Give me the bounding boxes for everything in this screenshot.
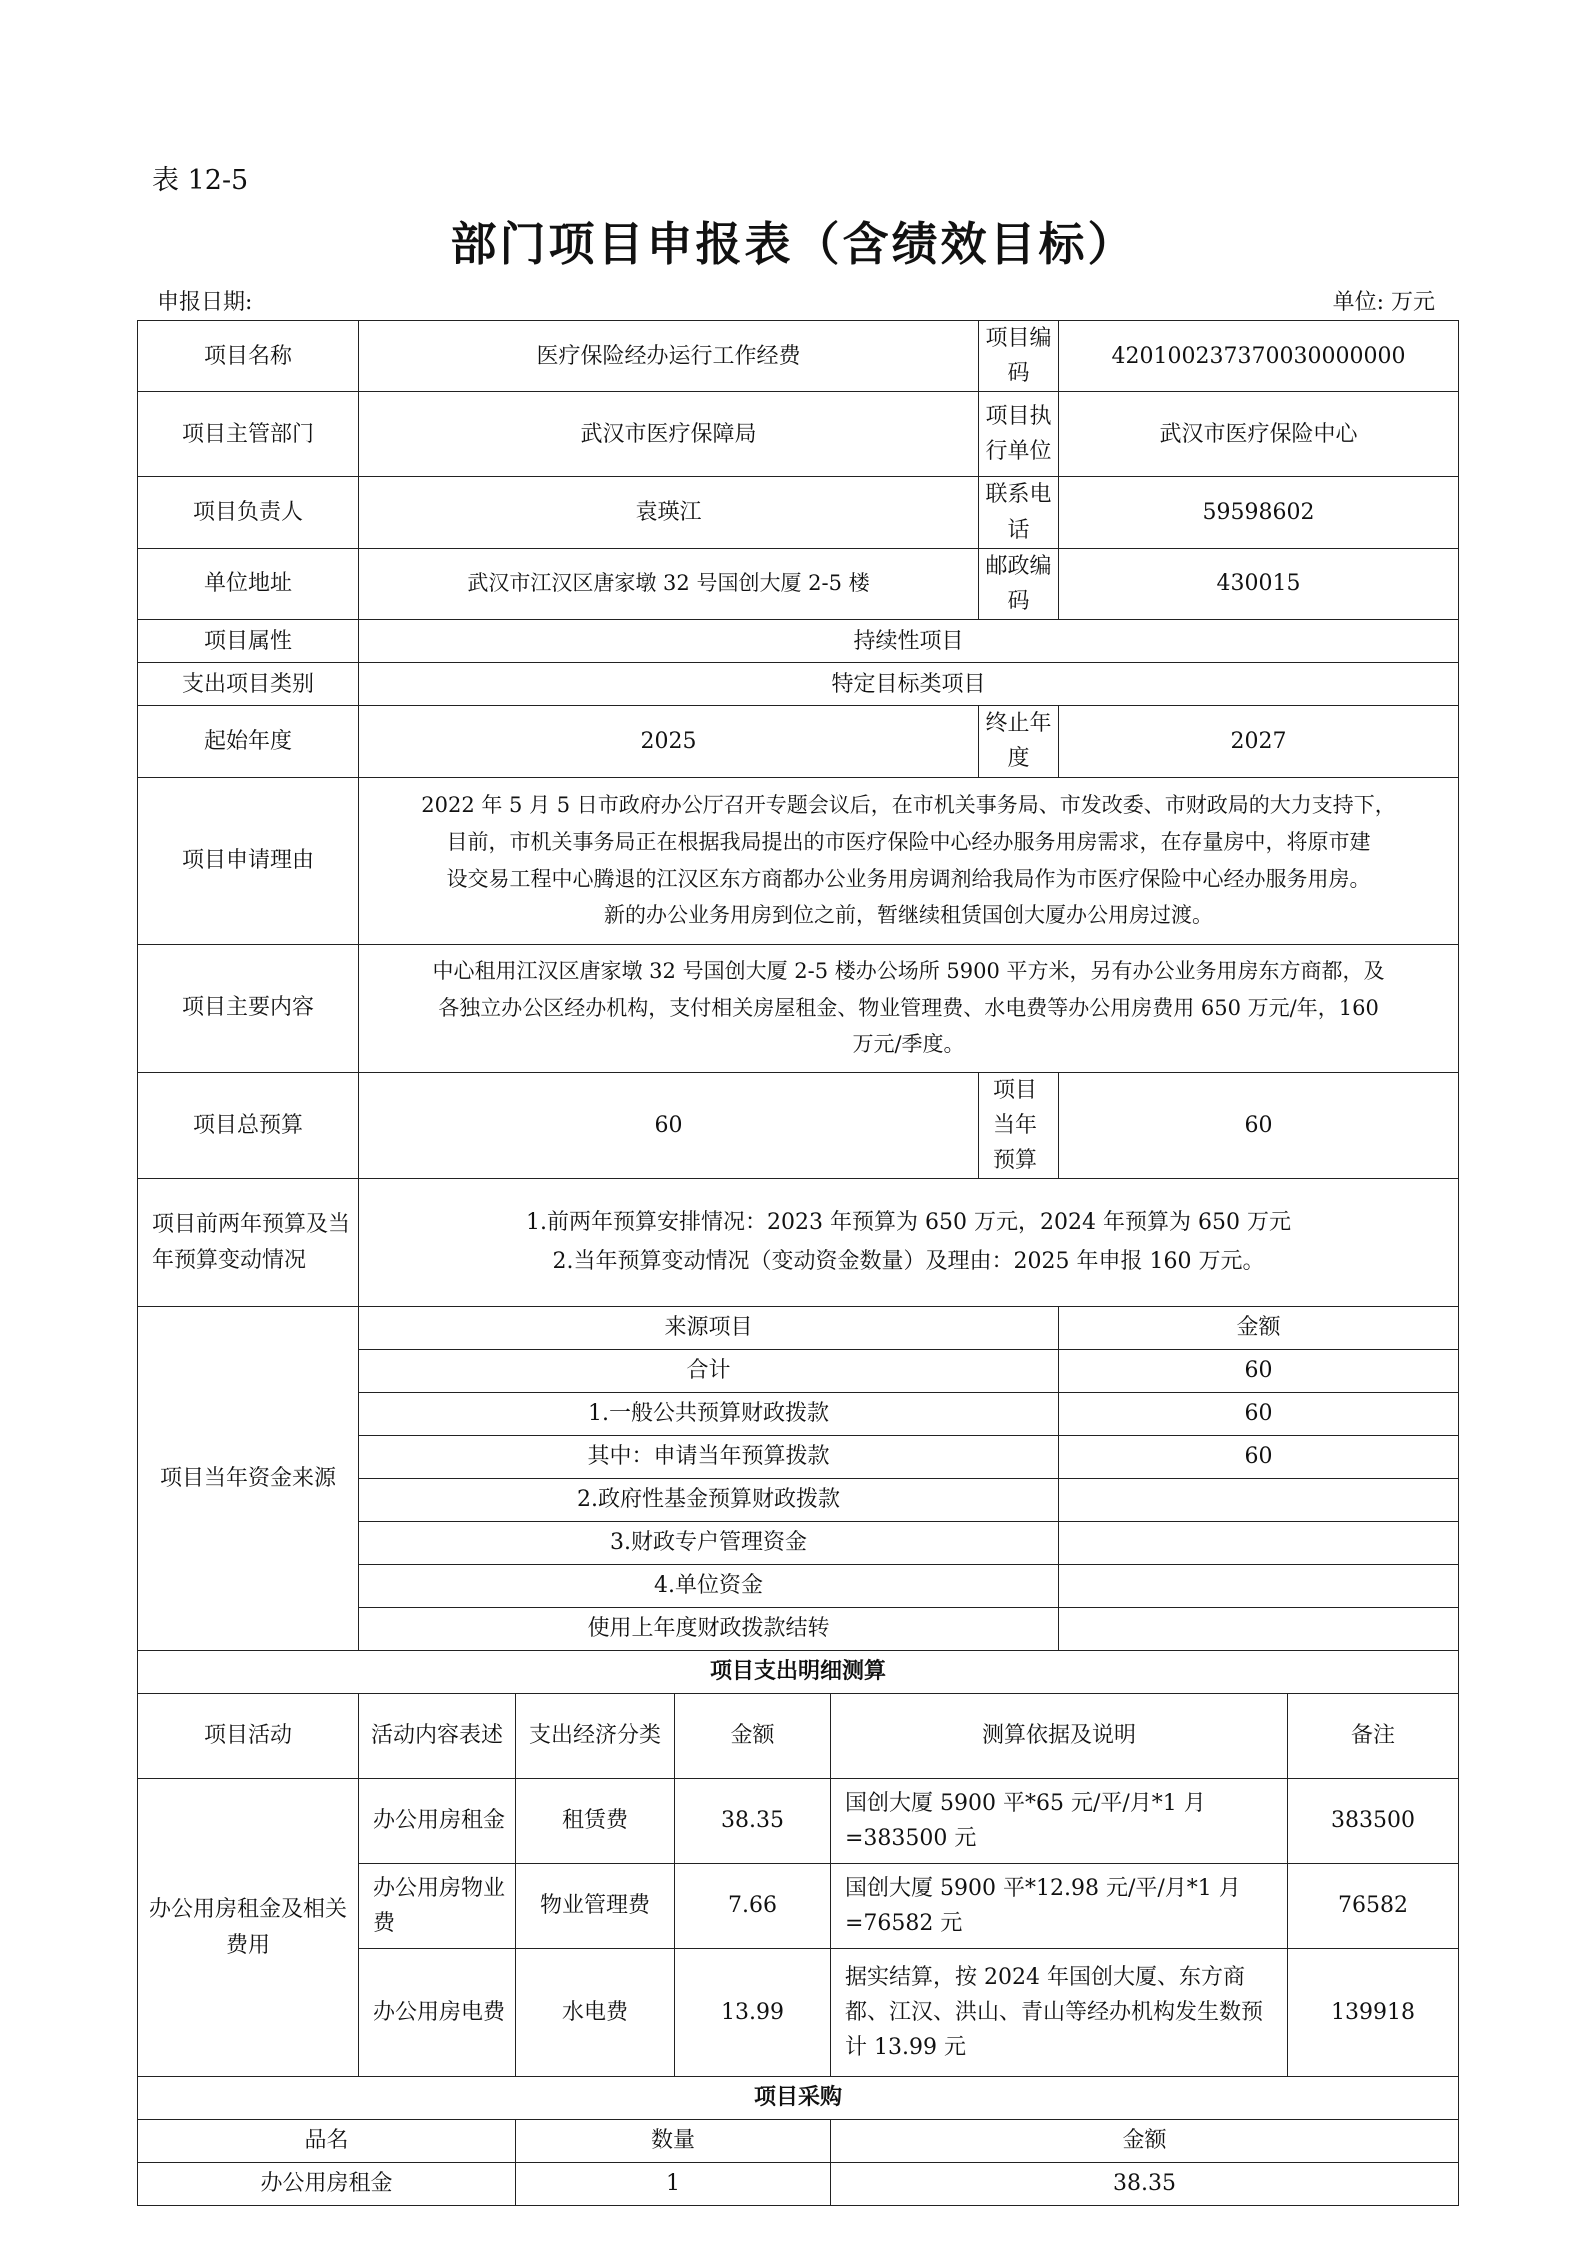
project-name-label: 项目名称 xyxy=(138,321,359,392)
funding-amount xyxy=(1059,1608,1459,1651)
note-header: 备注 xyxy=(1288,1694,1459,1779)
expense-row xyxy=(138,1779,1459,1864)
budget-change-text xyxy=(359,1179,1459,1307)
expense-basis: 国创大厦 5900 平*65 元/平/月*1 月=383500 元 xyxy=(831,1779,1288,1864)
attribute: 持续性项目 xyxy=(359,620,1459,663)
phone-label: 联系电话 xyxy=(979,477,1059,548)
department: 武汉市医疗保障局 xyxy=(359,392,979,477)
content-line: 万元/季度。 xyxy=(852,1032,965,1057)
exec-unit-label: 项目执行单位 xyxy=(979,392,1059,477)
zip-label: 邮政编码 xyxy=(979,548,1059,619)
funding-amount xyxy=(1059,1565,1459,1608)
funding-amount: 60 xyxy=(1059,1393,1459,1436)
funding-header-row xyxy=(138,1307,1459,1350)
expense-econ: 租赁费 xyxy=(516,1779,675,1864)
funding-item: 合计 xyxy=(359,1350,1059,1393)
expense-econ: 物业管理费 xyxy=(516,1864,675,1949)
row-years xyxy=(138,706,1459,777)
total-budget-label: 项目总预算 xyxy=(138,1072,359,1179)
attribute-label: 项目属性 xyxy=(138,620,359,663)
expense-note: 76582 xyxy=(1288,1864,1459,1949)
funding-source-header: 来源项目 xyxy=(359,1307,1059,1350)
project-form-table xyxy=(137,320,1459,2206)
row-owner xyxy=(138,477,1459,548)
reason-line: 2022 年 5 月 5 日市政府办公厅召开专题会议后，在市机关事务局、市发改委、市财政局的大力支持下， xyxy=(421,793,1396,817)
procurement-qty: 1 xyxy=(516,2163,831,2206)
funding-item: 1.一般公共预算财政拨款 xyxy=(359,1393,1059,1436)
expense-note: 139918 xyxy=(1288,1949,1459,2077)
expense-type: 特定目标类项目 xyxy=(359,663,1459,706)
reason-line: 设交易工程中心腾退的江汉区东方商都办公业务用房调剂给我局作为市医疗保险中心经办服务用房。 xyxy=(446,866,1371,891)
row-project-name xyxy=(138,321,1459,392)
owner: 袁瑛江 xyxy=(359,477,979,548)
funding-amount-header: 金额 xyxy=(1059,1307,1459,1350)
reason-label: 项目申请理由 xyxy=(138,777,359,944)
funding-amount: 60 xyxy=(1059,1350,1459,1393)
expense-section-row xyxy=(138,1651,1459,1694)
project-name: 医疗保险经办运行工作经费 xyxy=(359,321,979,392)
basis-header: 测算依据及说明 xyxy=(831,1694,1288,1779)
row-reason xyxy=(138,777,1459,944)
expense-econ: 水电费 xyxy=(516,1949,675,2077)
zip: 430015 xyxy=(1059,548,1459,619)
row-attribute xyxy=(138,620,1459,663)
expense-note: 383500 xyxy=(1288,1779,1459,1864)
procurement-amount: 38.35 xyxy=(831,2163,1459,2206)
row-expense-type xyxy=(138,663,1459,706)
exec-unit: 武汉市医疗保险中心 xyxy=(1059,392,1459,477)
procurement-header-row xyxy=(138,2120,1459,2163)
table-number: 表 12-5 xyxy=(152,165,249,196)
expense-amount: 13.99 xyxy=(675,1949,831,2077)
procurement-qty-header: 数量 xyxy=(516,2120,831,2163)
funding-item: 使用上年度财政拨款结转 xyxy=(359,1608,1059,1651)
funding-item: 4.单位资金 xyxy=(359,1565,1059,1608)
procurement-section-title: 项目采购 xyxy=(138,2077,1459,2120)
owner-label: 项目负责人 xyxy=(138,477,359,548)
funding-item: 2.政府性基金预算财政拨款 xyxy=(359,1479,1059,1522)
procurement-row xyxy=(138,2163,1459,2206)
row-budget xyxy=(138,1072,1459,1179)
desc-header: 活动内容表述 xyxy=(359,1694,516,1779)
content-text xyxy=(359,944,1459,1072)
expense-basis: 国创大厦 5900 平*12.98 元/平/月*1 月=76582 元 xyxy=(831,1864,1288,1949)
unit-label: 单位: 万元 xyxy=(1332,290,1435,315)
expense-amount: 7.66 xyxy=(675,1864,831,1949)
start-year-label: 起始年度 xyxy=(138,706,359,777)
report-date-label: 申报日期: xyxy=(157,290,253,315)
page-title: 部门项目申报表（含绩效目标） xyxy=(450,217,1137,271)
project-code: 420100237370030000000 xyxy=(1059,321,1459,392)
project-code-label: 项目编码 xyxy=(979,321,1059,392)
funding-item: 其中：申请当年预算拨款 xyxy=(359,1436,1059,1479)
budget-change-line: 1.前两年预算安排情况：2023 年预算为 650 万元，2024 年预算为 650 万元 xyxy=(526,1210,1291,1236)
content-label: 项目主要内容 xyxy=(138,944,359,1072)
current-budget: 60 xyxy=(1059,1072,1459,1179)
start-year: 2025 xyxy=(359,706,979,777)
expense-basis: 据实结算，按 2024 年国创大厦、东方商都、江汉、洪山、青山等经办机构发生数预计 13.99 元 xyxy=(831,1949,1288,2077)
activity-header: 项目活动 xyxy=(138,1694,359,1779)
phone: 59598602 xyxy=(1059,477,1459,548)
end-year: 2027 xyxy=(1059,706,1459,777)
row-department xyxy=(138,392,1459,477)
procurement-section-row xyxy=(138,2077,1459,2120)
reason-line: 新的办公业务用房到位之前，暂继续租赁国创大厦办公用房过渡。 xyxy=(604,903,1214,928)
expense-amount: 38.35 xyxy=(675,1779,831,1864)
expense-desc: 办公用房物业费 xyxy=(359,1864,516,1949)
expense-section-title: 项目支出明细测算 xyxy=(138,1651,1459,1694)
amount-header: 金额 xyxy=(675,1694,831,1779)
end-year-label: 终止年度 xyxy=(979,706,1059,777)
funding-label: 项目当年资金来源 xyxy=(138,1307,359,1651)
funding-amount: 60 xyxy=(1059,1436,1459,1479)
expense-desc: 办公用房电费 xyxy=(359,1949,516,2077)
content-line: 中心租用江汉区唐家墩 32 号国创大厦 2-5 楼办公场所 5900 平方米，另有办公业务用房东方商都，及 xyxy=(432,958,1385,983)
expense-type-label: 支出项目类别 xyxy=(138,663,359,706)
address-label: 单位地址 xyxy=(138,548,359,619)
row-address xyxy=(138,548,1459,619)
department-label: 项目主管部门 xyxy=(138,392,359,477)
procurement-name-header: 品名 xyxy=(138,2120,516,2163)
total-budget: 60 xyxy=(359,1072,979,1179)
funding-amount xyxy=(1059,1522,1459,1565)
reason-text xyxy=(359,777,1459,944)
address: 武汉市江汉区唐家墩 32 号国创大厦 2-5 楼 xyxy=(359,548,979,619)
content-line: 各独立办公区经办机构，支付相关房屋租金、物业管理费、水电费等办公用房费用 650 万元/年，160 xyxy=(438,995,1379,1020)
procurement-amount-header: 金额 xyxy=(831,2120,1459,2163)
expense-header-row xyxy=(138,1694,1459,1779)
procurement-name: 办公用房租金 xyxy=(138,2163,516,2206)
current-budget-label: 项目当年预算 xyxy=(979,1072,1059,1179)
funding-item: 3.财政专户管理资金 xyxy=(359,1522,1059,1565)
expense-desc: 办公用房租金 xyxy=(359,1779,516,1864)
econ-header: 支出经济分类 xyxy=(516,1694,675,1779)
reason-line: 目前，市机关事务局正在根据我局提出的市医疗保险中心经办服务用房需求，在存量房中，将原市建 xyxy=(446,829,1371,854)
row-content xyxy=(138,944,1459,1072)
budget-change-label: 项目前两年预算及当年预算变动情况 xyxy=(138,1179,359,1307)
budget-change-line: 2.当年预算变动情况（变动资金数量）及理由：2025 年申报 160 万元。 xyxy=(552,1248,1265,1274)
funding-amount xyxy=(1059,1479,1459,1522)
expense-activity: 办公用房租金及相关费用 xyxy=(138,1779,359,2077)
row-budget-change xyxy=(138,1179,1459,1307)
